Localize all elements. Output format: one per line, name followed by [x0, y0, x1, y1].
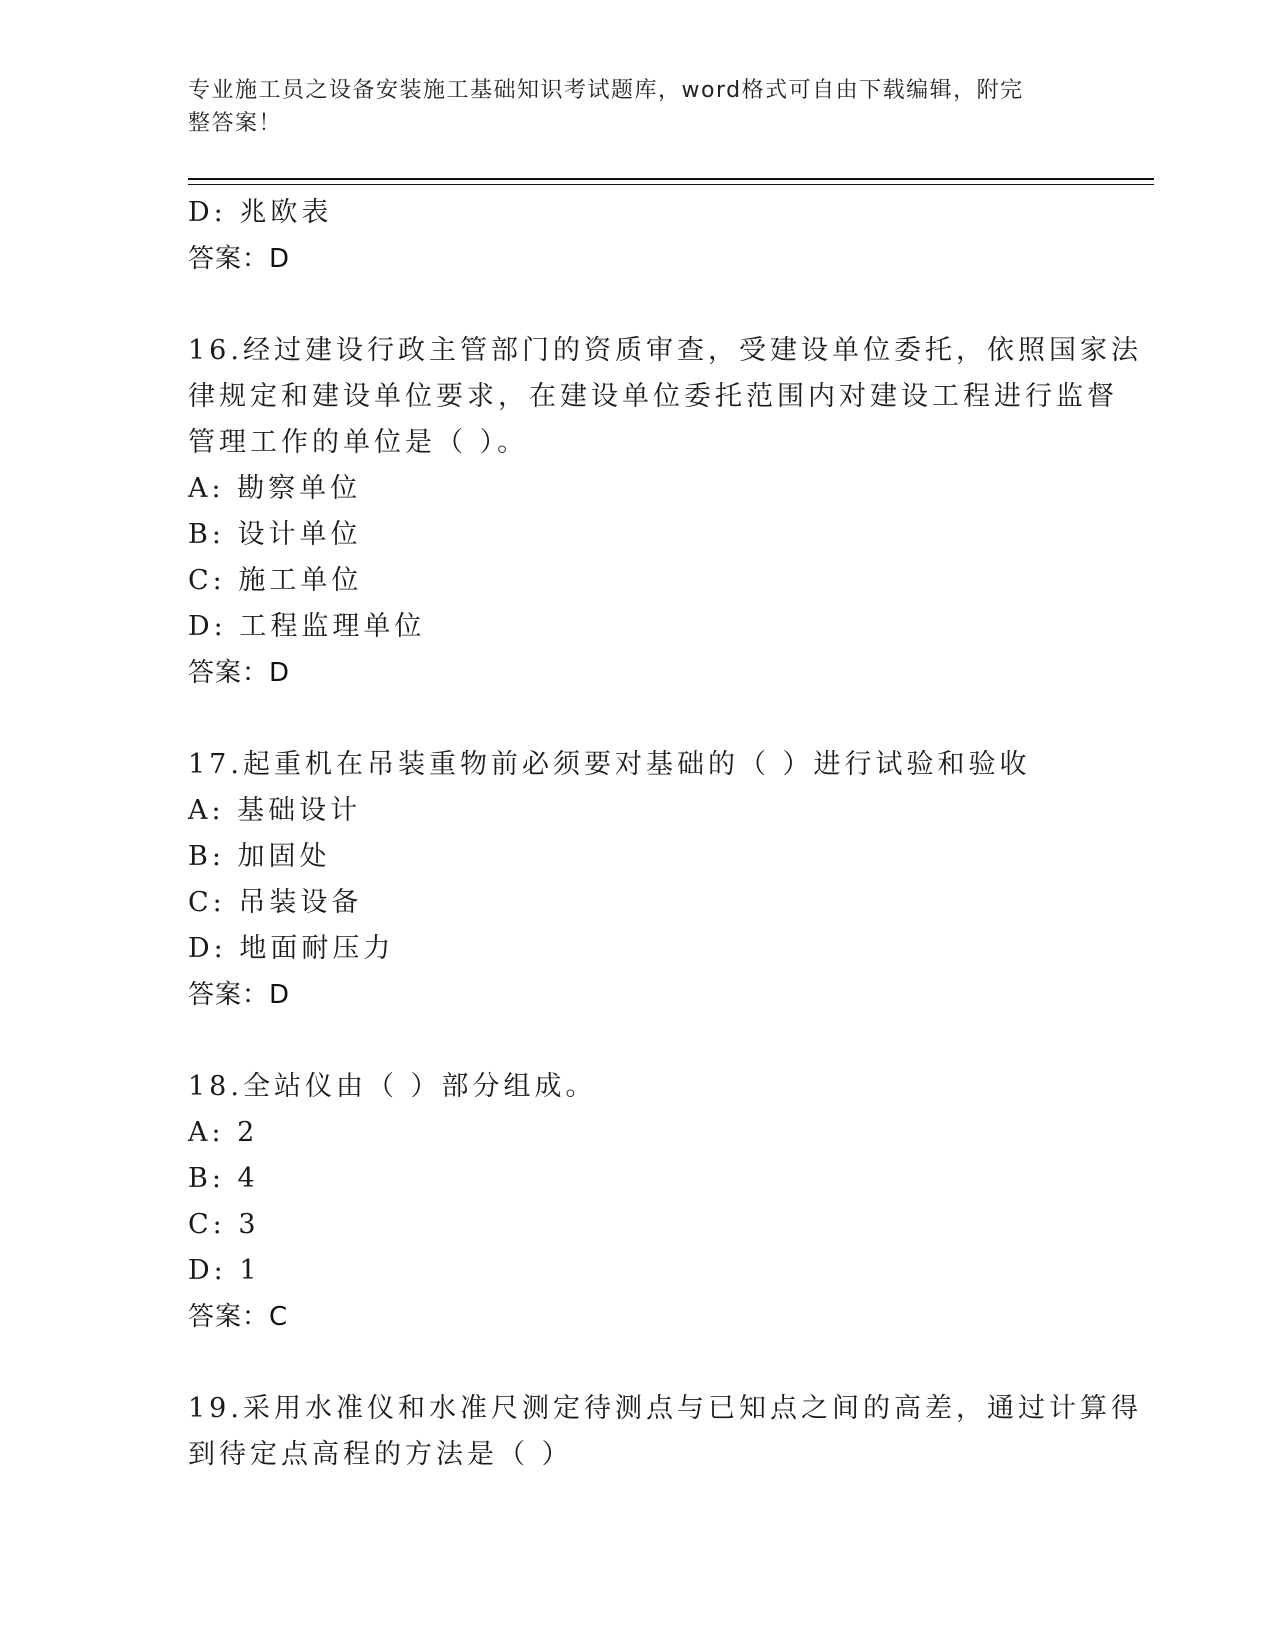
question-16	[188, 328, 1142, 696]
option-b: B: 设计单位	[188, 519, 362, 550]
option-c: C: 吊装设备	[188, 887, 363, 918]
option-a: A: 基础设计	[188, 795, 362, 826]
spacer	[188, 696, 1088, 742]
question-text-line: 管理工作的单位是（ ）。	[188, 427, 529, 458]
question-text-line: 律规定和建设单位要求，在建设单位委托范围内对建设工程进行监督	[188, 381, 1118, 412]
option-d: D: 工程监理单位	[188, 611, 426, 642]
option-d: D: 地面耐压力	[188, 933, 395, 964]
option-b: B: 4	[188, 1163, 259, 1194]
option-a: A: 2	[188, 1117, 259, 1148]
answer: 答案：D	[188, 980, 291, 1010]
spacer	[188, 1018, 1088, 1064]
header-divider-thick	[188, 178, 1154, 180]
question-text-line: 19.采用水准仪和水准尺测定待测点与已知点之间的高差，通过计算得	[188, 1393, 1142, 1424]
answer: 答案：C	[188, 1302, 289, 1332]
question-19	[188, 1386, 1142, 1478]
option-c: C: 施工单位	[188, 565, 363, 596]
option-c: C: 3	[188, 1209, 260, 1240]
question-text-line: 17.起重机在吊装重物前必须要对基础的（ ）进行试验和验收	[188, 749, 1031, 780]
header-title-line-2: 整答案！	[188, 111, 283, 136]
spacer	[188, 1340, 1088, 1386]
option-b: B: 加固处	[188, 841, 331, 872]
option-d: D: 1	[188, 1255, 261, 1286]
header-title-line-1: 专业施工员之设备安装施工基础知识考试题库，word格式可自由下载编辑，附完	[188, 78, 1024, 103]
answer: 答案：D	[188, 658, 291, 688]
option-d: D: 兆欧表	[188, 197, 333, 228]
question-text-line: 到待定点高程的方法是（ ）	[188, 1439, 573, 1470]
spacer	[188, 282, 1088, 328]
question-18	[188, 1064, 1088, 1340]
question-text-line: 16.经过建设行政主管部门的资质审查，受建设单位委托，依照国家法	[188, 335, 1142, 366]
carryover-block	[188, 190, 1088, 282]
question-17	[188, 742, 1088, 1018]
answer: 答案：D	[188, 244, 291, 274]
header-divider-thin	[188, 184, 1154, 185]
document-header	[188, 74, 1068, 140]
document-body	[188, 190, 1142, 1478]
option-a: A: 勘察单位	[188, 473, 362, 504]
question-text-line: 18.全站仪由（ ）部分组成。	[188, 1071, 597, 1102]
